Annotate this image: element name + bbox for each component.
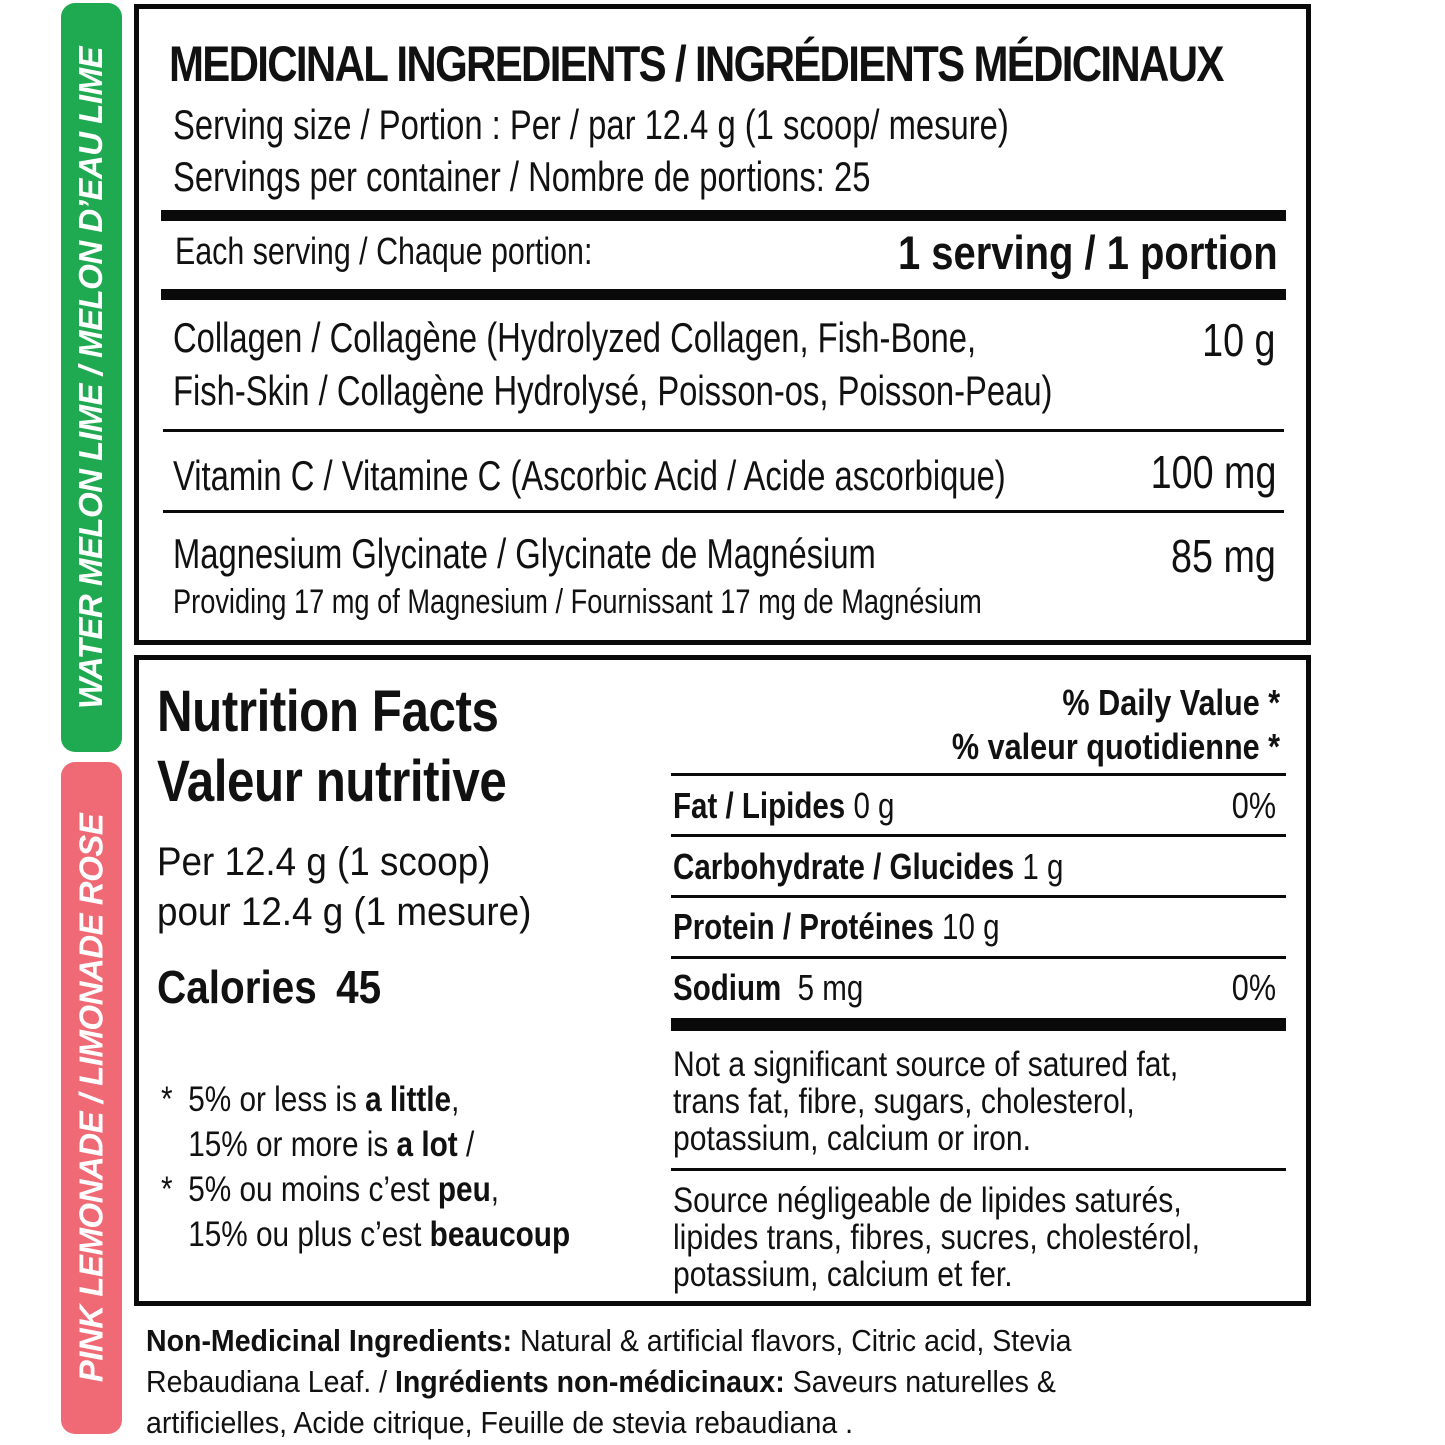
disclaimer-fr: Source négligeable de lipides saturés, lipides trans, fibres, sucres, cholestérol, potassium, calcium et fer. — [673, 1181, 1200, 1294]
divider — [671, 895, 1286, 898]
nutrition-title-fr: Valeur nutritive — [157, 749, 507, 814]
medicinal-ingredients-panel — [134, 4, 1311, 645]
serving-size: Serving size / Portion : Per / par 12.4 g (1 scoop/ mesure) — [173, 101, 1009, 148]
calories-value: 45 — [336, 961, 382, 1013]
flavor-label-pink-lemonade: PINK LEMONADE / LIMONADE ROSE — [72, 813, 110, 1383]
thick-divider — [161, 210, 1286, 221]
servings-per-container: Servings per container / Nombre de portions: 25 — [173, 153, 871, 200]
nutrient-row-sodium: Sodium 5 mg — [673, 967, 864, 1008]
nutrition-title-en: Nutrition Facts — [157, 679, 499, 744]
divider — [163, 429, 1284, 432]
thick-divider — [161, 289, 1286, 300]
nutrient-row-carbohydrate: Carbohydrate / Glucides 1 g — [673, 846, 1064, 887]
each-serving-value: 1 serving / 1 portion — [898, 226, 1278, 279]
per-serving-en: Per 12.4 g (1 scoop) — [157, 840, 491, 884]
ingredient-collagen-line2: Fish-Skin / Collagène Hydrolysé, Poisson-os, Poisson-Peau) — [173, 367, 1053, 414]
ingredient-collagen-line1: Collagen / Collagène (Hydrolyzed Collagen, Fish-Bone, — [173, 314, 977, 361]
footnote-fr-line2: 15% ou plus c’est beaucoup — [188, 1215, 571, 1254]
per-serving-fr: pour 12.4 g (1 mesure) — [157, 890, 532, 934]
divider — [671, 956, 1286, 959]
footnote-en-line2: 15% or more is a lot / — [188, 1125, 475, 1164]
ingredient-magnesium-sub: Providing 17 mg of Magnesium / Fournissant 17 mg de Magnésium — [173, 583, 982, 621]
flavor-label-watermelon-lime: WATER MELON LIME / MELON D’EAU LIME — [72, 46, 110, 709]
ingredient-vitamin-c: Vitamin C / Vitamine C (Ascorbic Acid / Acide ascorbique) — [173, 452, 1006, 499]
divider — [671, 773, 1286, 776]
nutrient-row-protein: Protein / Protéines 10 g — [673, 906, 1000, 947]
nutrition-facts-panel — [134, 655, 1311, 1306]
footnote-fr-line1: * 5% ou moins c’est peu, — [161, 1170, 500, 1209]
footnote-en-line1: * 5% or less is a little, — [161, 1080, 460, 1119]
non-medicinal-label-en: Non-Medicinal Ingredients: — [146, 1323, 513, 1358]
daily-value-fr: % valeur quotidienne * — [951, 726, 1280, 767]
ingredient-vitamin-c-amount: 100 mg — [1150, 446, 1276, 498]
divider — [163, 510, 1284, 513]
ingredient-magnesium-amount: 85 mg — [1171, 530, 1276, 582]
nutrient-pct-sodium: 0% — [1231, 967, 1276, 1008]
disclaimer-en: Not a significant source of satured fat, trans fat, fibre, sugars, cholesterol, potassium, calcium or iron. — [673, 1045, 1179, 1158]
nutrient-pct-fat: 0% — [1231, 785, 1276, 826]
flavor-tab-pink-lemonade — [61, 762, 122, 1434]
ingredient-magnesium: Magnesium Glycinate / Glycinate de Magnésium — [173, 530, 876, 577]
non-medicinal-label-fr: Ingrédients non-médicinaux: — [394, 1364, 785, 1399]
nutrient-row-fat: Fat / Lipides 0 g — [673, 785, 895, 826]
each-serving-label: Each serving / Chaque portion: — [175, 231, 593, 273]
calories-label: Calories — [157, 961, 317, 1013]
flavor-tab-watermelon-lime — [61, 3, 122, 752]
thick-divider — [671, 1018, 1286, 1031]
ingredient-collagen-amount: 10 g — [1202, 314, 1276, 366]
daily-value-en: % Daily Value * — [1062, 682, 1280, 723]
divider — [671, 1168, 1286, 1171]
divider — [671, 834, 1286, 837]
medicinal-title: MEDICINAL INGREDIENTS / INGRÉDIENTS MÉDICINAUX — [169, 36, 1223, 92]
non-medicinal-ingredients: Non-Medicinal Ingredients: Natural & artificial flavors, Citric acid, Stevia Rebaudiana Leaf. / Ingrédients non-médicinaux: Saveurs naturelles & artificielles, Acide citrique, Feuille de stevia rebaudiana . — [146, 1323, 1072, 1440]
calories — [157, 960, 400, 1014]
